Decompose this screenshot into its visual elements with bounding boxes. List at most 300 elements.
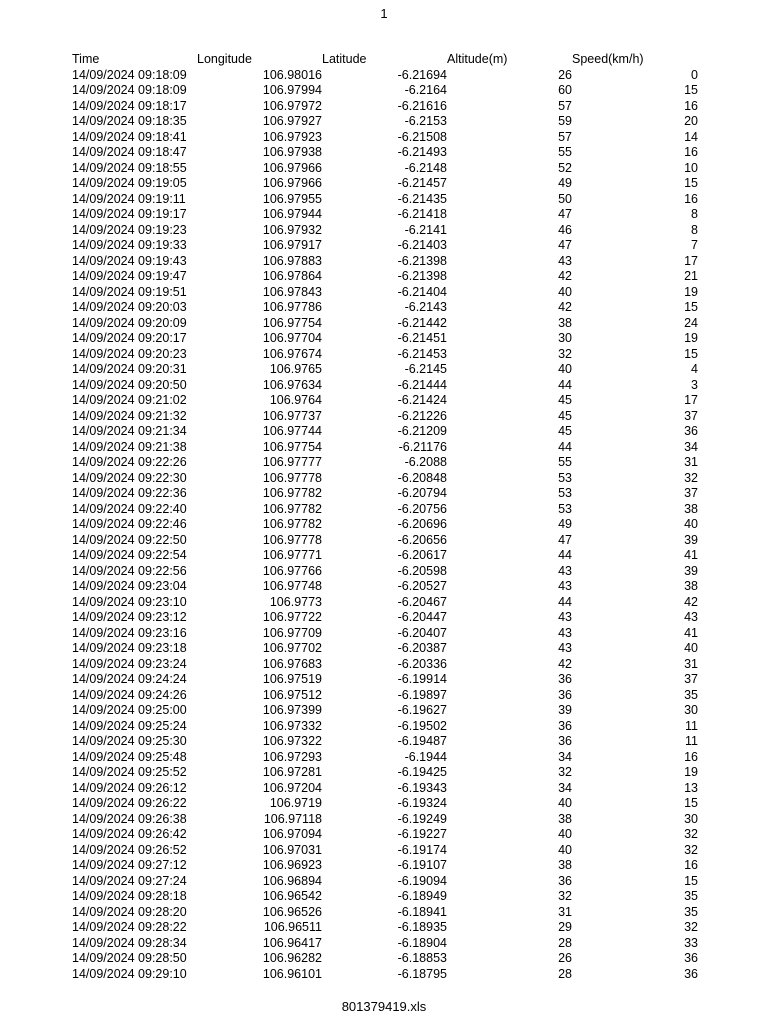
- cell-time: 14/09/2024 09:28:34: [72, 935, 187, 950]
- table-row: [72, 486, 698, 502]
- cell-speed: 43: [684, 610, 698, 624]
- cell-longitude: 106.97737: [262, 408, 322, 423]
- cell-longitude: 106.97766: [262, 563, 322, 578]
- cell-speed: 32: [684, 842, 698, 857]
- cell-longitude: 106.97917: [262, 238, 322, 252]
- cell-longitude: 106.97927: [262, 114, 322, 128]
- cell-longitude: 106.97923: [262, 129, 322, 144]
- cell-altitude: 40: [558, 362, 572, 376]
- cell-speed: 16: [684, 145, 698, 159]
- table-row: [72, 920, 698, 936]
- cell-latitude: -6.21435: [397, 191, 447, 206]
- cell-latitude: -6.20656: [397, 532, 447, 547]
- cell-speed: 8: [691, 207, 698, 221]
- table-row: [72, 657, 698, 673]
- cell-altitude: 28: [558, 935, 572, 950]
- cell-altitude: 39: [558, 703, 572, 717]
- table-row: [72, 471, 698, 487]
- cell-latitude: -6.19487: [397, 734, 447, 748]
- cell-altitude: 42: [558, 269, 572, 283]
- cell-altitude: 34: [558, 749, 572, 764]
- cell-altitude: 42: [558, 300, 572, 314]
- cell-speed: 39: [684, 563, 698, 578]
- cell-time: 14/09/2024 09:18:55: [72, 160, 187, 175]
- cell-altitude: 32: [558, 346, 572, 361]
- cell-latitude: -6.21398: [397, 269, 447, 283]
- cell-longitude: 106.97786: [262, 300, 322, 314]
- cell-time: 14/09/2024 09:26:22: [72, 796, 187, 810]
- table-row: [72, 548, 698, 564]
- cell-longitude: 106.96417: [262, 935, 322, 950]
- table-row: [72, 300, 698, 316]
- cell-longitude: 106.96282: [262, 951, 322, 965]
- cell-time: 14/09/2024 09:23:10: [72, 594, 187, 609]
- cell-longitude: 106.97938: [262, 145, 322, 159]
- cell-longitude: 106.96526: [262, 904, 322, 919]
- table-row: [72, 579, 698, 595]
- cell-latitude: -6.19425: [397, 765, 447, 779]
- cell-latitude: -6.21403: [397, 238, 447, 252]
- cell-latitude: -6.2145: [404, 362, 447, 376]
- cell-altitude: 44: [558, 439, 572, 454]
- table-row: [72, 238, 698, 254]
- cell-latitude: -6.19897: [397, 687, 447, 702]
- table-row: [72, 378, 698, 394]
- table-row: [72, 455, 698, 471]
- cell-speed: 17: [684, 393, 698, 407]
- cell-altitude: 44: [558, 548, 572, 562]
- cell-speed: 34: [684, 439, 698, 454]
- cell-time: 14/09/2024 09:19:11: [72, 191, 186, 206]
- cell-latitude: -6.21451: [397, 331, 447, 345]
- cell-latitude: -6.2143: [404, 300, 447, 314]
- cell-time: 14/09/2024 09:18:09: [72, 67, 187, 82]
- cell-altitude: 43: [558, 253, 572, 268]
- table-row: [72, 719, 698, 735]
- table-row: [72, 347, 698, 363]
- cell-altitude: 42: [558, 656, 572, 671]
- cell-latitude: -6.20848: [397, 470, 447, 485]
- cell-time: 14/09/2024 09:23:24: [72, 656, 187, 671]
- cell-time: 14/09/2024 09:19:43: [72, 253, 187, 268]
- table-row: [72, 99, 698, 115]
- cell-latitude: -6.20447: [397, 610, 447, 624]
- cell-latitude: -6.18904: [397, 935, 447, 950]
- table-row: [72, 285, 698, 301]
- cell-longitude: 106.97281: [262, 765, 322, 779]
- cell-time: 14/09/2024 09:26:42: [72, 827, 187, 841]
- cell-latitude: -6.2148: [404, 160, 447, 175]
- table-row: [72, 812, 698, 828]
- cell-latitude: -6.19249: [397, 811, 447, 826]
- cell-longitude: 106.96894: [262, 873, 322, 888]
- cell-speed: 15: [684, 346, 698, 361]
- gps-log-table: [72, 52, 698, 982]
- cell-longitude: 106.97864: [262, 269, 322, 283]
- cell-speed: 35: [684, 904, 698, 919]
- table-row: [72, 564, 698, 580]
- cell-speed: 30: [684, 811, 698, 826]
- cell-speed: 4: [691, 362, 698, 376]
- cell-time: 14/09/2024 09:26:38: [72, 811, 187, 826]
- cell-longitude: 106.9764: [269, 393, 322, 407]
- cell-latitude: -6.19227: [397, 827, 447, 841]
- cell-altitude: 40: [558, 284, 572, 299]
- cell-longitude: 106.97782: [262, 486, 322, 500]
- cell-time: 14/09/2024 09:22:54: [72, 548, 187, 562]
- table-row: [72, 672, 698, 688]
- cell-latitude: -6.20407: [397, 625, 447, 640]
- cell-altitude: 53: [558, 501, 572, 516]
- cell-latitude: -6.19094: [397, 873, 447, 888]
- cell-speed: 37: [684, 672, 698, 686]
- table-row: [72, 331, 698, 347]
- table-row: [72, 967, 698, 983]
- cell-latitude: -6.20696: [397, 517, 447, 531]
- table-row: [72, 750, 698, 766]
- cell-latitude: -6.21453: [397, 346, 447, 361]
- cell-altitude: 59: [558, 114, 572, 128]
- cell-speed: 32: [684, 470, 698, 485]
- cell-speed: 37: [684, 486, 698, 500]
- cell-altitude: 55: [558, 455, 572, 469]
- table-row: [72, 223, 698, 239]
- cell-latitude: -6.2141: [404, 222, 447, 237]
- cell-altitude: 47: [558, 532, 572, 547]
- cell-time: 14/09/2024 09:21:34: [72, 424, 187, 438]
- cell-longitude: 106.98016: [262, 67, 322, 82]
- cell-longitude: 106.9765: [269, 362, 322, 376]
- cell-speed: 13: [684, 780, 698, 795]
- table-row: [72, 905, 698, 921]
- cell-altitude: 32: [558, 765, 572, 779]
- cell-altitude: 50: [558, 191, 572, 206]
- table-row: [72, 161, 698, 177]
- cell-longitude: 106.97322: [262, 734, 322, 748]
- cell-longitude: 106.97399: [262, 703, 322, 717]
- cell-time: 14/09/2024 09:20:31: [72, 362, 187, 376]
- cell-speed: 15: [684, 873, 698, 888]
- cell-altitude: 38: [558, 858, 572, 872]
- header-speed: Speed(km/h): [572, 52, 644, 66]
- cell-longitude: 106.97754: [262, 439, 322, 454]
- cell-speed: 35: [684, 687, 698, 702]
- cell-latitude: -6.20617: [397, 548, 447, 562]
- cell-speed: 38: [684, 579, 698, 593]
- cell-speed: 11: [685, 718, 698, 733]
- header-longitude: Longitude: [197, 52, 252, 66]
- cell-time: 14/09/2024 09:19:33: [72, 238, 187, 252]
- cell-speed: 0: [691, 67, 698, 82]
- cell-speed: 41: [684, 625, 698, 640]
- cell-longitude: 106.97843: [262, 284, 322, 299]
- cell-latitude: -6.20387: [397, 641, 447, 655]
- cell-time: 14/09/2024 09:25:48: [72, 749, 187, 764]
- cell-speed: 8: [691, 222, 698, 237]
- cell-latitude: -6.21209: [397, 424, 447, 438]
- cell-altitude: 28: [558, 966, 572, 981]
- cell-time: 14/09/2024 09:20:17: [72, 331, 187, 345]
- cell-longitude: 106.97883: [262, 253, 322, 268]
- cell-altitude: 47: [558, 207, 572, 221]
- table-row: [72, 316, 698, 332]
- cell-time: 14/09/2024 09:19:51: [72, 284, 187, 299]
- cell-altitude: 43: [558, 579, 572, 593]
- cell-longitude: 106.97118: [263, 811, 322, 826]
- cell-latitude: -6.21176: [398, 439, 447, 454]
- cell-altitude: 60: [558, 83, 572, 97]
- cell-altitude: 46: [558, 222, 572, 237]
- cell-altitude: 31: [558, 904, 572, 919]
- cell-time: 14/09/2024 09:28:18: [72, 889, 187, 903]
- cell-altitude: 49: [558, 176, 572, 190]
- cell-altitude: 36: [558, 734, 572, 748]
- cell-speed: 15: [684, 176, 698, 190]
- cell-speed: 36: [684, 951, 698, 965]
- table-row: [72, 595, 698, 611]
- cell-latitude: -6.21444: [397, 377, 447, 392]
- cell-longitude: 106.97709: [262, 625, 322, 640]
- table-header-row: [72, 52, 698, 68]
- cell-time: 14/09/2024 09:22:36: [72, 486, 187, 500]
- cell-time: 14/09/2024 09:22:46: [72, 517, 187, 531]
- cell-longitude: 106.97519: [262, 672, 322, 686]
- cell-longitude: 106.97771: [262, 548, 322, 562]
- cell-altitude: 44: [558, 594, 572, 609]
- table-row: [72, 269, 698, 285]
- cell-time: 14/09/2024 09:19:23: [72, 222, 187, 237]
- cell-speed: 15: [684, 300, 698, 314]
- cell-time: 14/09/2024 09:27:24: [72, 873, 187, 888]
- cell-altitude: 53: [558, 470, 572, 485]
- cell-altitude: 36: [558, 873, 572, 888]
- cell-time: 14/09/2024 09:23:04: [72, 579, 187, 593]
- cell-speed: 20: [684, 114, 698, 128]
- cell-time: 14/09/2024 09:24:26: [72, 687, 187, 702]
- cell-time: 14/09/2024 09:26:12: [72, 780, 187, 795]
- cell-speed: 40: [684, 641, 698, 655]
- cell-latitude: -6.18795: [397, 966, 447, 981]
- cell-longitude: 106.97778: [262, 470, 322, 485]
- cell-latitude: -6.2153: [404, 114, 447, 128]
- cell-altitude: 26: [558, 67, 572, 82]
- cell-longitude: 106.97094: [262, 827, 322, 841]
- cell-time: 14/09/2024 09:18:41: [72, 129, 187, 144]
- cell-longitude: 106.97704: [262, 331, 322, 345]
- cell-time: 14/09/2024 09:20:23: [72, 346, 187, 361]
- cell-time: 14/09/2024 09:18:17: [72, 98, 187, 113]
- cell-altitude: 52: [558, 160, 572, 175]
- cell-time: 14/09/2024 09:23:18: [72, 641, 187, 655]
- cell-latitude: -6.20598: [397, 563, 447, 578]
- cell-latitude: -6.21493: [397, 145, 447, 159]
- cell-speed: 41: [684, 548, 698, 562]
- table-row: [72, 874, 698, 890]
- cell-latitude: -6.20336: [397, 656, 447, 671]
- cell-longitude: 106.97778: [262, 532, 322, 547]
- cell-speed: 42: [684, 594, 698, 609]
- cell-longitude: 106.97204: [262, 780, 322, 795]
- cell-time: 14/09/2024 09:26:52: [72, 842, 187, 857]
- cell-speed: 16: [684, 98, 698, 113]
- cell-time: 14/09/2024 09:25:00: [72, 703, 187, 717]
- cell-speed: 39: [684, 532, 698, 547]
- cell-altitude: 36: [558, 672, 572, 686]
- cell-speed: 15: [684, 83, 698, 97]
- cell-altitude: 43: [558, 641, 572, 655]
- cell-longitude: 106.97702: [262, 641, 322, 655]
- table-row: [72, 765, 698, 781]
- cell-longitude: 106.9773: [269, 594, 322, 609]
- cell-longitude: 106.97972: [262, 98, 322, 113]
- cell-latitude: -6.18941: [397, 904, 447, 919]
- cell-speed: 40: [684, 517, 698, 531]
- cell-altitude: 36: [558, 687, 572, 702]
- cell-longitude: 106.97512: [262, 687, 322, 702]
- cell-time: 14/09/2024 09:28:20: [72, 904, 187, 919]
- cell-longitude: 106.97332: [262, 718, 322, 733]
- table-row: [72, 889, 698, 905]
- table-row: [72, 951, 698, 967]
- cell-speed: 10: [684, 160, 698, 175]
- cell-speed: 35: [684, 889, 698, 903]
- cell-time: 14/09/2024 09:20:03: [72, 300, 187, 314]
- cell-longitude: 106.97782: [262, 517, 322, 531]
- table-body: [72, 68, 698, 983]
- cell-latitude: -6.21418: [397, 207, 447, 221]
- cell-altitude: 29: [558, 920, 572, 934]
- cell-latitude: -6.19324: [397, 796, 447, 810]
- cell-altitude: 47: [558, 238, 572, 252]
- table-row: [72, 176, 698, 192]
- cell-time: 14/09/2024 09:22:50: [72, 532, 187, 547]
- table-row: [72, 145, 698, 161]
- cell-speed: 31: [684, 455, 698, 469]
- cell-time: 14/09/2024 09:18:47: [72, 145, 187, 159]
- table-row: [72, 207, 698, 223]
- cell-latitude: -6.18935: [397, 920, 447, 934]
- table-row: [72, 517, 698, 533]
- cell-speed: 11: [685, 734, 698, 748]
- table-row: [72, 254, 698, 270]
- cell-longitude: 106.97748: [262, 579, 322, 593]
- cell-speed: 15: [684, 796, 698, 810]
- table-row: [72, 858, 698, 874]
- cell-time: 14/09/2024 09:22:40: [72, 501, 187, 516]
- cell-time: 14/09/2024 09:23:16: [72, 625, 187, 640]
- cell-speed: 33: [684, 935, 698, 950]
- cell-altitude: 53: [558, 486, 572, 500]
- table-row: [72, 781, 698, 797]
- cell-time: 14/09/2024 09:20:09: [72, 315, 187, 330]
- cell-longitude: 106.97031: [262, 842, 322, 857]
- table-row: [72, 703, 698, 719]
- cell-latitude: -6.21226: [397, 408, 447, 423]
- cell-time: 14/09/2024 09:18:35: [72, 114, 187, 128]
- page-number: 1: [380, 6, 388, 21]
- table-row: [72, 734, 698, 750]
- cell-latitude: -6.21457: [397, 176, 447, 190]
- table-row: [72, 641, 698, 657]
- cell-altitude: 36: [558, 718, 572, 733]
- table-row: [72, 626, 698, 642]
- cell-time: 14/09/2024 09:24:24: [72, 672, 187, 686]
- cell-latitude: -6.19914: [397, 672, 447, 686]
- table-row: [72, 130, 698, 146]
- cell-altitude: 43: [558, 563, 572, 578]
- cell-latitude: -6.21616: [397, 98, 447, 113]
- table-row: [72, 83, 698, 99]
- cell-altitude: 40: [558, 842, 572, 857]
- cell-time: 14/09/2024 09:25:52: [72, 765, 187, 779]
- table-row: [72, 409, 698, 425]
- cell-latitude: -6.19627: [397, 703, 447, 717]
- cell-altitude: 57: [558, 129, 572, 144]
- cell-time: 14/09/2024 09:28:50: [72, 951, 187, 965]
- cell-longitude: 106.97994: [262, 83, 322, 97]
- cell-latitude: -6.2164: [404, 83, 447, 97]
- cell-speed: 16: [684, 749, 698, 764]
- cell-latitude: -6.20794: [397, 486, 447, 500]
- cell-altitude: 43: [558, 610, 572, 624]
- cell-longitude: 106.97722: [262, 610, 322, 624]
- cell-altitude: 30: [558, 331, 572, 345]
- cell-time: 14/09/2024 09:27:12: [72, 858, 187, 872]
- cell-speed: 30: [684, 703, 698, 717]
- cell-speed: 7: [691, 238, 698, 252]
- cell-latitude: -6.18949: [397, 889, 447, 903]
- cell-time: 14/09/2024 09:19:05: [72, 176, 187, 190]
- cell-latitude: -6.2088: [404, 455, 447, 469]
- cell-longitude: 106.97966: [262, 176, 322, 190]
- cell-time: 14/09/2024 09:20:50: [72, 377, 187, 392]
- cell-longitude: 106.9719: [269, 796, 322, 810]
- cell-time: 14/09/2024 09:19:47: [72, 269, 187, 283]
- cell-latitude: -6.21694: [397, 67, 447, 82]
- header-latitude: Latitude: [322, 52, 367, 66]
- cell-longitude: 106.97754: [262, 315, 322, 330]
- cell-time: 14/09/2024 09:28:22: [72, 920, 187, 934]
- cell-altitude: 44: [558, 377, 572, 392]
- cell-altitude: 38: [558, 315, 572, 330]
- cell-altitude: 40: [558, 796, 572, 810]
- cell-speed: 19: [684, 284, 698, 299]
- table-row: [72, 610, 698, 626]
- cell-altitude: 32: [558, 889, 572, 903]
- cell-altitude: 40: [558, 827, 572, 841]
- cell-time: 14/09/2024 09:19:17: [72, 207, 187, 221]
- table-row: [72, 424, 698, 440]
- cell-speed: 21: [684, 269, 698, 283]
- table-row: [72, 688, 698, 704]
- cell-time: 14/09/2024 09:21:02: [72, 393, 187, 407]
- cell-longitude: 106.97744: [262, 424, 322, 438]
- table-row: [72, 827, 698, 843]
- cell-speed: 32: [684, 920, 698, 934]
- cell-longitude: 106.96542: [262, 889, 322, 903]
- cell-latitude: -6.21398: [397, 253, 447, 268]
- cell-time: 14/09/2024 09:29:10: [72, 966, 187, 981]
- table-row: [72, 393, 698, 409]
- cell-latitude: -6.21424: [397, 393, 447, 407]
- cell-longitude: 106.97955: [262, 191, 322, 206]
- table-row: [72, 502, 698, 518]
- cell-latitude: -6.20527: [397, 579, 447, 593]
- cell-speed: 24: [684, 315, 698, 330]
- cell-longitude: 106.97634: [262, 377, 322, 392]
- cell-altitude: 43: [558, 625, 572, 640]
- cell-speed: 16: [684, 191, 698, 206]
